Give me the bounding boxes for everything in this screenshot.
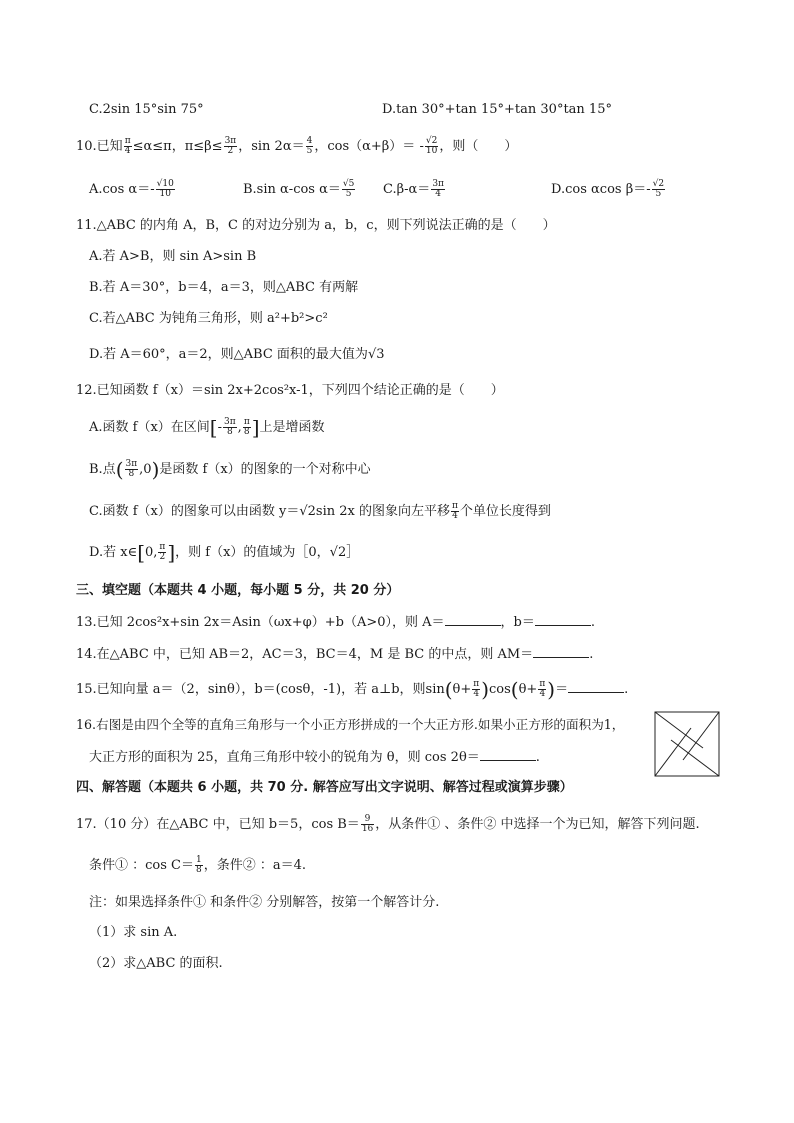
q17-note: 注：如果选择条件① 和条件② 分别解答，按第一个解答计分. xyxy=(89,895,440,910)
q17-part2: （2）求△ABC 的面积. xyxy=(89,956,223,971)
q16-line2: 大正方形的面积为 25，直角三角形中较小的锐角为 θ，则 cos 2θ＝ . xyxy=(89,750,540,765)
answer-blank[interactable] xyxy=(568,680,624,693)
q10-option-a: A.cos α＝- $\frac{√10}{10}$ xyxy=(89,179,174,199)
q13: 13.已知 2cos²x+sin 2x＝Asin（ωx+φ）+b（A>0），则 A＝ ，b＝ . xyxy=(76,615,596,630)
3pi-over-2: $\frac{3\pi}{2}$ xyxy=(224,136,237,156)
q10-option-d: D.cos αcos β＝- $\frac{√2}{5}$ xyxy=(551,179,665,199)
q14: 14.在△ABC 中，已知 AB＝2，AC＝3，BC＝4，M 是 BC 的中点，则 AM＝ . xyxy=(76,647,594,662)
q12-option-c: C.函数 f（x）的图象可以由函数 y＝√2sin 2x 的图象向左平移 $\frac{\pi}{4}$ 个单位长度得到 xyxy=(89,501,551,521)
answer-blank[interactable] xyxy=(533,645,589,658)
answer-blank[interactable] xyxy=(480,748,536,761)
q12-option-a: A.函数 f（x）在区间[- $\frac{3\pi}{8}$ , $\frac{\pi}{8}$ ]上是增函数 xyxy=(89,415,325,440)
sqrt2-over-10: $\frac{√2}{10}$ xyxy=(425,136,438,156)
q17-part1: （1）求 sin A. xyxy=(89,925,178,940)
q12-option-b: B.点( $\frac{3\pi}{8}$ ,0)是函数 f（x）的图象的一个对称中心 xyxy=(89,457,371,482)
q10-option-b: B.sin α-cos α＝ $\frac{√5}{5}$ xyxy=(243,179,355,199)
q17-conditions: 条件① ：cos C＝ $\frac{1}{8}$ ，条件② ：a＝4. xyxy=(89,855,307,875)
pinwheel-square-figure xyxy=(654,711,720,777)
section-3-heading: 三、填空题（本题共 4 小题，每小题 5 分，共 20 分） xyxy=(76,583,400,598)
q10-option-c: C.β-α＝ $\frac{3\pi}{4}$ xyxy=(383,179,444,199)
answer-blank[interactable] xyxy=(535,613,591,626)
q11-option-d: D.若 A＝60°，a＝2，则△ABC 面积的最大值为√3 xyxy=(89,347,385,362)
answer-blank[interactable] xyxy=(445,613,501,626)
q11-option-a: A.若 A>B，则 sin A>sin B xyxy=(89,249,257,264)
q16-line1: 16.右图是由四个全等的直角三角形与一个小正方形拼成的一个大正方形.如果小正方形的面积为1， xyxy=(76,717,625,732)
pi-over-4: $\frac{\pi}{4}$ xyxy=(124,136,131,156)
q15: 15.已知向量 a＝（2，sinθ），b＝(cosθ，-1)，若 a⊥b，则sin(θ+ $\frac{\pi}{4}$ )cos(θ+ $\frac{\pi}{4}$ )＝ . xyxy=(76,677,629,702)
section-4-heading: 四、解答题（本题共 6 小题，共 70 分. 解答应写出文字说明、解答过程或演算步骤） xyxy=(76,780,573,795)
q11-stem: 11.△ABC 的内角 A，B，C 的对边分别为 a，b，c，则下列说法正确的是（ ） xyxy=(76,218,556,233)
q9-option-c: C.2sin 15°sin 75° xyxy=(89,102,204,117)
q17-stem: 17.（10 分）在△ABC 中，已知 b＝5，cos B＝ $\frac{9}{16}$ ，从条件① 、条件② 中选择一个为已知，解答下列问题. xyxy=(76,814,700,834)
q12-stem: 12.已知函数 f（x）＝sin 2x+2cos²x-1，下列四个结论正确的是（ ） xyxy=(76,383,504,398)
four-fifths: $\frac{4}{5}$ xyxy=(306,136,313,156)
q9-option-d: D.tan 30°+tan 15°+tan 30°tan 15° xyxy=(382,102,612,117)
q12-option-d: D.若 x∈[0, $\frac{\pi}{2}$ ]，则 f（x）的值域为［0，√2］ xyxy=(89,540,360,565)
q11-option-b: B.若 A＝30°，b＝4，a＝3，则△ABC 有两解 xyxy=(89,280,359,295)
q10-stem: 10.已知 $\frac{\pi}{4}$ ≤α≤π，π≤β≤ $\frac{3\pi}{2}$ ，sin 2α＝ $\frac{4}{5}$ ，cos（α+β）＝ - $\frac{√2}{10}$ ，则（ ） xyxy=(76,136,518,156)
q11-option-c: C.若△ABC 为钝角三角形，则 a²+b²>c² xyxy=(89,311,328,326)
